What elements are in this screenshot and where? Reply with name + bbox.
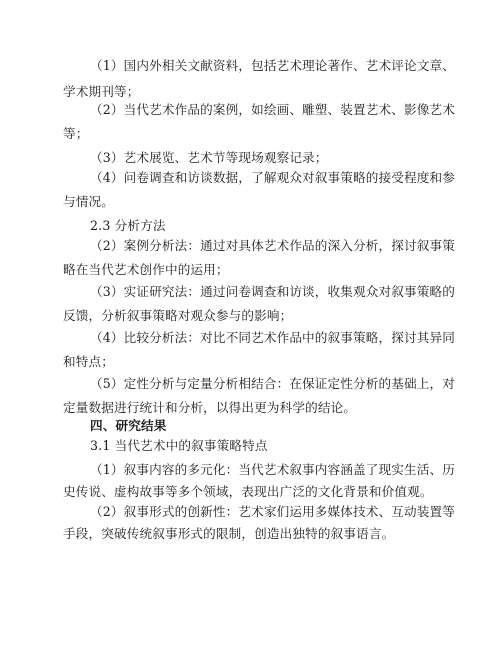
method-item-4-line-1: （4）比较分析法：对比不同艺术作品中的叙事策略，探讨其异同 [90, 330, 455, 345]
sources-item-2-line-1: （2）当代艺术作品的案例，如绘画、雕塑、装置艺术、影像艺术 [90, 102, 455, 117]
method-item-5-line-2: 定量数据进行统计和分析，以得出更为科学的结论。 [63, 400, 357, 415]
method-item-2-line-2: 略在当代艺术创作中的运用； [63, 262, 229, 277]
method-item-3-line-2: 反馈，分析叙事策略对观众参与的影响； [63, 308, 293, 323]
sources-item-3-line-1: （3）艺术展览、艺术节等现场观察记录； [90, 150, 328, 165]
feature-item-2-line-1: （2）叙事形式的创新性：艺术家们运用多媒体技术、互动装置等 [90, 504, 455, 519]
sources-item-1-line-2: 学术期刊等； [63, 84, 140, 99]
feature-item-2-line-2: 手段，突破传统叙事形式的限制，创造出独特的叙事语言。 [63, 526, 395, 541]
feature-item-1-line-2: 史传说、虚构故事等多个领域，表现出广泛的文化背景和价值观。 [63, 484, 433, 499]
method-item-3-line-1: （3）实证研究法：通过问卷调查和访谈，收集观众对叙事策略的 [90, 284, 455, 299]
section-2-3-heading-text: 2.3 分析方法 [90, 218, 166, 233]
section-3-1-heading-text: 3.1 当代艺术中的叙事策略特点 [90, 438, 268, 453]
method-item-2-line-1: （2）案例分析法：通过对具体艺术作品的深入分析，探讨叙事策 [90, 238, 455, 253]
sources-item-1-line-1: （1）国内外相关文献资料，包括艺术理论著作、艺术评论文章、 [90, 58, 455, 73]
sources-item-4-line-1: （4）问卷调查和访谈数据，了解观众对叙事策略的接受程度和参 [90, 170, 455, 185]
method-item-5-line-1: （5）定性分析与定量分析相结合：在保证定性分析的基础上，对 [90, 376, 455, 391]
sources-item-2-line-2: 等； [63, 126, 89, 141]
feature-item-1-line-1: （1）叙事内容的多元化：当代艺术叙事内容涵盖了现实生活、历 [90, 462, 455, 477]
sources-item-4-line-2: 与情况。 [63, 194, 114, 209]
method-item-4-line-2: 和特点； [63, 354, 114, 369]
section-4-heading-text: 四、研究结果 [90, 418, 167, 433]
